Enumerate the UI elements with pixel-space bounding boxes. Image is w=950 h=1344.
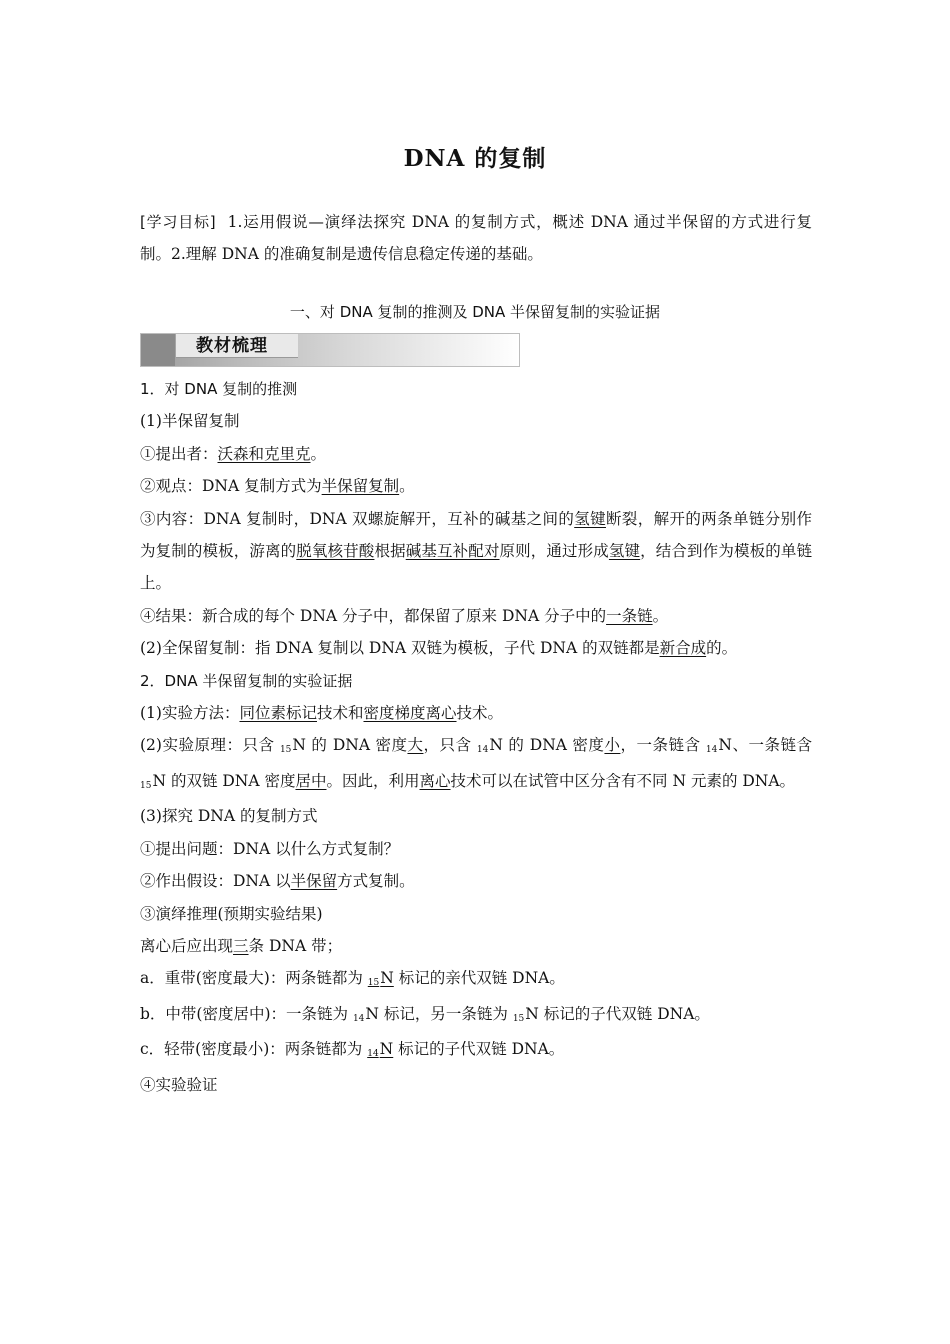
answer-blank: 脱氧核苷酸 [296, 542, 375, 561]
learning-goals-label: [学习目标] [140, 213, 216, 231]
text: c．轻带(密度最小)：两条链都为 [140, 1040, 368, 1059]
banner-label: 教材梳理 [176, 334, 298, 358]
answer-blank: 三 [233, 936, 249, 955]
answer-blank: 离心 [419, 771, 451, 790]
text: N 标记，另一条链为 [365, 1004, 513, 1023]
paragraph [140, 600, 812, 632]
paragraph [140, 865, 812, 897]
isotope-mass: 14 [705, 745, 718, 756]
text: a．重带(密度最大)：两条链都为 [140, 969, 368, 988]
text: (2)全保留复制：指 DNA 复制以 DNA 双链为模板，子代 DNA 的双链都是 [140, 639, 660, 658]
paragraph [140, 470, 812, 502]
text: ④结果：新合成的每个 DNA 分子中，都保留了原来 DNA 分子中的 [140, 606, 607, 625]
isotope-mass: 14 [367, 1049, 379, 1060]
text: (1)实验方法： [140, 704, 240, 723]
main-content [140, 373, 812, 1101]
text: ②观点：DNA 复制方式为 [140, 477, 322, 496]
text: 原则，通过形成 [499, 542, 609, 561]
text: N 标记的子代双链 DNA。 [525, 1004, 710, 1023]
text: ，一条链含 [620, 736, 706, 755]
learning-goals-text: 1.运用假说—演绎法探究 DNA 的复制方式，概述 DNA 通过半保留的方式进行复制。2.理解 DNA 的准确复制是遗传信息稳定传递的基础。 [140, 213, 812, 263]
text: 的。 [706, 639, 738, 658]
paragraph: (3)探究 DNA 的复制方式 [140, 807, 318, 826]
text: 标记的亲代双链 DNA。 [393, 969, 565, 988]
text: ②作出假设：DNA 以 [140, 872, 291, 891]
answer-blank: 一条链 [606, 606, 653, 625]
banner-accent [141, 334, 175, 366]
isotope-mass: 15 [512, 1013, 525, 1024]
text: 方式复制。 [337, 872, 415, 891]
text: 标记的子代双链 DNA。 [393, 1040, 565, 1059]
answer-blank: 大 [407, 736, 424, 755]
text: ，只含 [423, 736, 477, 755]
paragraph: ④实验验证 [140, 1075, 218, 1094]
paragraph [140, 998, 812, 1033]
paragraph [140, 632, 812, 664]
answer-blank: 沃森和克里克 [217, 444, 311, 463]
answer-blank: 氢键 [574, 509, 606, 528]
text: N 的 DNA 密度 [292, 736, 408, 755]
heading-2: 2．DNA 半保留复制的实验证据 [140, 671, 353, 690]
text: (2)实验原理：只含 [140, 736, 280, 755]
text: ③内容：DNA 复制时，DNA 双螺旋解开，互补的碱基之间的 [140, 509, 575, 528]
paragraph [140, 962, 812, 997]
answer-blank: 同位素标记 [239, 704, 317, 723]
section-heading: 一、对 DNA 复制的推测及 DNA 半保留复制的实验证据 [289, 303, 661, 321]
learning-goals [140, 206, 812, 270]
heading-1: 1．对 DNA 复制的推测 [140, 380, 298, 398]
text: N 的双链 DNA 密度 [152, 771, 296, 790]
text: ①提出者： [140, 444, 218, 463]
text: 。 [399, 477, 415, 496]
paragraph [140, 729, 812, 800]
paragraph [140, 930, 812, 962]
text: N 的 DNA 密度 [489, 736, 605, 755]
text: b．中带(密度居中)：一条链为 [140, 1004, 353, 1023]
paragraph [140, 697, 812, 729]
paragraph: (1)半保留复制 [140, 412, 240, 431]
text: 技术。 [456, 704, 504, 723]
text: 断裂，解开的两条单链分别作为复制的模板，游离的 [140, 509, 812, 561]
text: 根据 [374, 542, 406, 561]
text: ，结合到作为模板的单链上。 [140, 542, 812, 593]
paragraph: ①提出问题：DNA 以什么方式复制？ [140, 839, 400, 858]
answer-blank: 氢键 [608, 542, 641, 561]
answer-blank: N [380, 969, 394, 988]
text: 技术和 [316, 704, 364, 723]
answer-blank: 半保留复制 [321, 477, 400, 496]
answer-blank: N [379, 1040, 394, 1059]
isotope-mass: 14 [476, 745, 489, 756]
isotope-mass: 15 [367, 978, 380, 989]
answer-blank: 密度梯度离心 [363, 704, 457, 723]
text: 。因此，利用 [326, 771, 420, 790]
isotope-mass: 14 [352, 1013, 365, 1024]
answer-blank: 小 [604, 736, 621, 755]
paragraph [140, 503, 812, 600]
paragraph [140, 438, 812, 470]
paragraph [140, 1033, 812, 1068]
answer-blank: 新合成 [659, 639, 707, 658]
text: 。 [310, 444, 327, 463]
text: 条 DNA 带； [248, 936, 343, 955]
answer-blank: 居中 [295, 771, 327, 790]
page-title: DNA 的复制 [403, 145, 547, 172]
isotope-mass: 15 [279, 745, 292, 756]
text: N、一条链含 [718, 736, 812, 755]
text: 离心后应出现 [140, 936, 234, 955]
isotope-mass: 15 [140, 780, 152, 791]
answer-blank: 半保留 [290, 872, 338, 891]
text: 。 [652, 606, 669, 625]
text: 技术可以在试管中区分含有不同 N 元素的 DNA。 [450, 771, 796, 790]
paragraph: ③演绎推理(预期实验结果) [140, 904, 323, 923]
answer-blank: 碱基互补配对 [405, 542, 500, 561]
